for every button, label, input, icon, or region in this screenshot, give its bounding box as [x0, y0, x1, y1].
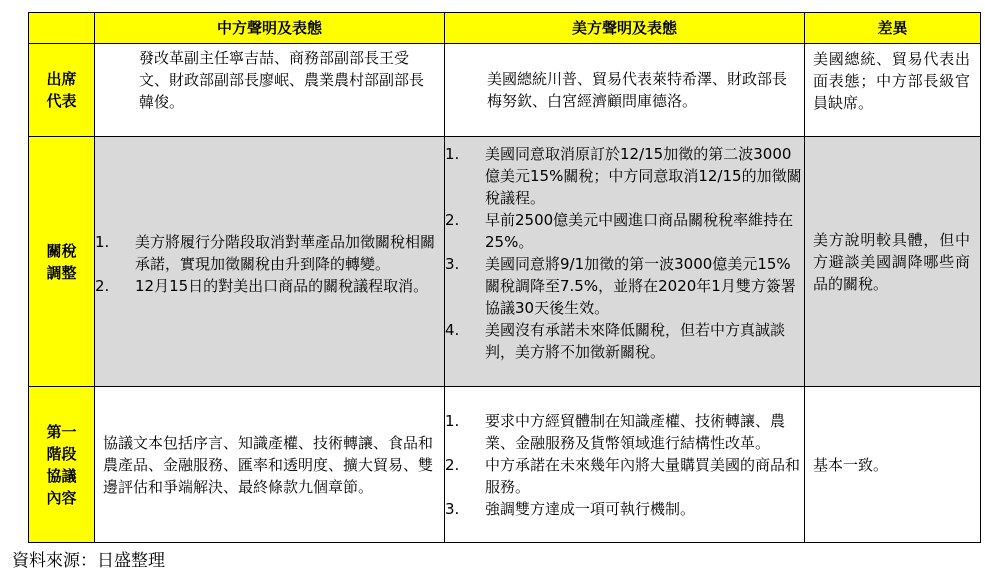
row-header-attendees	[29, 44, 95, 137]
comparison-table-wrapper	[28, 12, 981, 543]
header-difference: 差異	[805, 13, 981, 44]
cell-text: 基本一致。	[813, 455, 889, 474]
row-header-line: 協議	[46, 466, 77, 485]
china-tariff-list	[95, 227, 444, 297]
row-header-phase-one	[29, 387, 95, 543]
list-item-text: 美方將履行分階段取消對華產品加徵關稅相關承諾，實現加徵關稅由升到降的轉變。	[135, 232, 436, 273]
cell-us-tariff	[445, 137, 805, 387]
row-header-line: 關稅	[46, 241, 77, 260]
list-item: 4. 美國沒有承諾未來降低關稅，但若中方真誠談判，美方將不加徵新關稅。	[445, 319, 804, 363]
list-item-text: 中方承諾在未來幾年內將大量購買美國的商品和服務。	[485, 455, 801, 496]
cell-text: 美國總統、貿易代表出面表態；中方部長級官員缺席。	[813, 50, 970, 112]
cell-text: 美國總統川普、貿易代表萊特希澤、財政部長梅努欽、白宮經濟顧問庫德洛。	[487, 70, 788, 110]
table-row-tariff	[29, 137, 981, 387]
comparison-table	[28, 12, 981, 543]
list-item: 2. 12月15日的對美出口商品的關稅議程取消。	[95, 275, 444, 297]
table-row-phase-one	[29, 387, 981, 543]
list-item: 1. 美方將履行分階段取消對華產品加徵關稅相關承諾，實現加徵關稅由升到降的轉變。	[95, 231, 444, 275]
cell-diff-phase-one	[805, 387, 981, 543]
list-item-text: 強調雙方達成一項可執行機制。	[485, 499, 696, 518]
cell-china-phase-one	[95, 387, 445, 543]
list-item: 1. 美國同意取消原訂於12/15加徵的第二波3000億美元15%關稅；中方同意取消12/15的加徵關稅議程。	[445, 143, 804, 209]
list-item: 2. 中方承諾在未來幾年內將大量購買美國的商品和服務。	[445, 454, 804, 498]
row-header-line: 第一	[46, 422, 77, 441]
header-us: 美方聲明及表態	[445, 13, 805, 44]
cell-text: 發改革副主任寧吉喆、商務部副部長王受文、財政部副部長廖岷、農業農村部副部長韓俊。	[139, 49, 425, 111]
row-header-line: 出席	[46, 70, 77, 88]
row-header-line: 階段	[46, 444, 77, 463]
us-tariff-list	[445, 143, 804, 363]
cell-text: 美方說明較具體，但中方避談美國調降哪些商品的關稅。	[813, 230, 970, 293]
list-item-text: 美國同意將9/1加徵的第一波3000億美元15%關稅調降至7.5%，並將在2020年1月雙方簽署協議30天後生效。	[485, 255, 796, 317]
row-header-tariff	[29, 137, 95, 387]
list-item: 1. 要求中方經貿體制在知識產權、技術轉讓、農業、金融服務及貨幣領域進行結構性改革。	[445, 410, 804, 454]
header-row	[29, 13, 981, 44]
list-item: 3. 美國同意將9/1加徵的第一波3000億美元15%關稅調降至7.5%，並將在2020年1月雙方簽署協議30天後生效。	[445, 253, 804, 319]
list-item: 2. 早前2500億美元中國進口商品關稅稅率維持在25%。	[445, 209, 804, 253]
corner-cell	[29, 13, 95, 44]
list-item-text: 12月15日的對美出口商品的關稅議程取消。	[135, 276, 429, 295]
list-item-text: 早前2500億美元中國進口商品關稅稅率維持在25%。	[485, 211, 794, 251]
table-row-attendees	[29, 44, 981, 137]
cell-china-tariff	[95, 137, 445, 387]
cell-us-attendees	[445, 44, 805, 137]
cell-diff-attendees	[805, 44, 981, 137]
list-item-text: 美國沒有承諾未來降低關稅，但若中方真誠談判，美方將不加徵新關稅。	[485, 321, 786, 361]
row-header-line: 調整	[46, 263, 77, 282]
header-china: 中方聲明及表態	[95, 13, 445, 44]
cell-text: 協議文本包括序言、知識產權、技術轉讓、食品和農產品、金融服務、匯率和透明度、擴大貿易、雙邊評估和爭端解決、最終條款九個章節。	[103, 433, 434, 496]
cell-china-attendees	[95, 44, 445, 137]
row-header-line: 代表	[46, 92, 77, 110]
cell-diff-tariff	[805, 137, 981, 387]
cell-us-phase-one	[445, 387, 805, 543]
list-item-text: 美國同意取消原訂於12/15加徵的第二波3000億美元15%關稅；中方同意取消12/15的加徵關稅議程。	[485, 145, 802, 207]
list-item-text: 要求中方經貿體制在知識產權、技術轉讓、農業、金融服務及貨幣領域進行結構性改革。	[485, 411, 786, 452]
us-phase-one-list	[445, 410, 804, 520]
list-item: 3. 強調雙方達成一項可執行機制。	[445, 498, 804, 520]
row-header-line: 內容	[46, 488, 77, 507]
source-note: 資料來源：日盛整理	[12, 551, 165, 571]
